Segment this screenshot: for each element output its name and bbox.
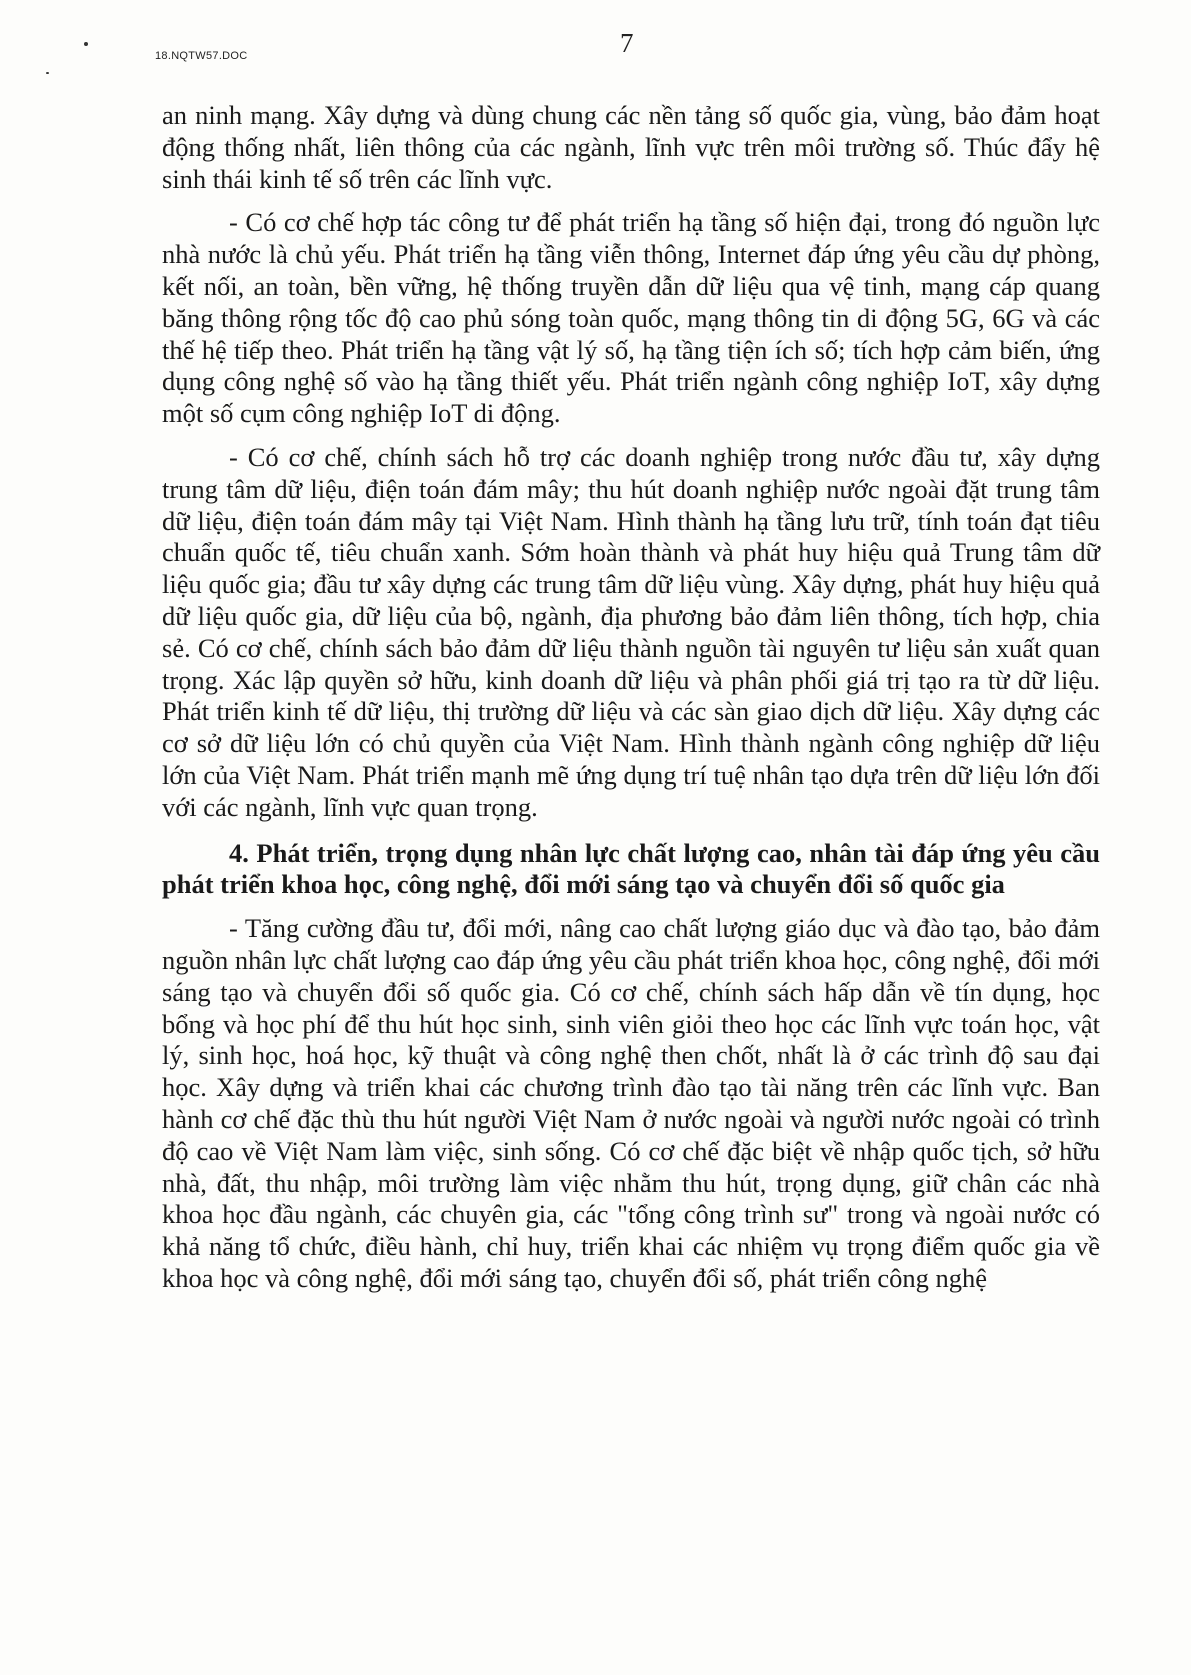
document-body	[162, 100, 1100, 1307]
section-heading: 4. Phát triển, trọng dụng nhân lực chất lượng cao, nhân tài đáp ứng yêu cầu phát triển khoa học, công nghệ, đổi mới sáng tạo và chuyển đổi số quốc gia	[162, 837, 1100, 900]
scan-speck	[46, 72, 49, 74]
scan-speck	[84, 42, 88, 46]
paragraph-data-centers: - Có cơ chế, chính sách hỗ trợ các doanh nghiệp trong nước đầu tư, xây dựng trung tâm dữ liệu, điện toán đám mây; thu hút doanh nghiệp nước ngoài đặt trung tâm dữ liệu, điện toán đám mây tại Việt Nam. Hình thành hạ tầng lưu trữ, tính toán đạt tiêu chuẩn quốc tế, tiêu chuẩn xanh. Sớm hoàn thành và phát huy hiệu quả Trung tâm dữ liệu quốc gia; đầu tư xây dựng các trung tâm dữ liệu vùng. Xây dựng, phát huy hiệu quả dữ liệu quốc gia, dữ liệu của bộ, ngành, địa phương bảo đảm liên thông, tích hợp, chia sẻ. Có cơ chế, chính sách bảo đảm dữ liệu thành nguồn tài nguyên tư liệu sản xuất quan trọng. Xác lập quyền sở hữu, kinh doanh dữ liệu và phân phối giá trị tạo ra từ dữ liệu. Phát triển kinh tế dữ liệu, thị trường dữ liệu và các sàn giao dịch dữ liệu. Xây dựng các cơ sở dữ liệu lớn có chủ quyền của Việt Nam. Hình thành ngành công nghiệp dữ liệu lớn của Việt Nam. Phát triển mạnh mẽ ứng dụng trí tuệ nhân tạo dựa trên dữ liệu lớn đối với các ngành, lĩnh vực quan trọng.	[162, 441, 1100, 822]
file-label: 18.NQTW57.DOC	[155, 50, 248, 62]
page-number: 7	[620, 28, 634, 58]
paragraph-continuation: an ninh mạng. Xây dựng và dùng chung các nền tảng số quốc gia, vùng, bảo đảm hoạt động thống nhất, liên thông của các ngành, lĩnh vực trên môi trường số. Thúc đẩy hệ sinh thái kinh tế số trên các lĩnh vực.	[162, 100, 1100, 194]
paragraph-human-resources: - Tăng cường đầu tư, đổi mới, nâng cao chất lượng giáo dục và đào tạo, bảo đảm nguồn nhân lực chất lượng cao đáp ứng yêu cầu phát triển khoa học, công nghệ, đổi mới sáng tạo và chuyển đổi số quốc gia. Có cơ chế, chính sách hấp dẫn về tín dụng, học bổng và học phí để thu hút học sinh, sinh viên giỏi theo học các lĩnh vực toán học, vật lý, sinh học, hoá học, kỹ thuật và công nghệ then chốt, nhất là ở các trình độ sau đại học. Xây dựng và triển khai các chương trình đào tạo tài năng trên các lĩnh vực. Ban hành cơ chế đặc thù thu hút người Việt Nam ở nước ngoài và người nước ngoài có trình độ cao về Việt Nam làm việc, sinh sống. Có cơ chế đặc biệt về nhập quốc tịch, sở hữu nhà, đất, thu nhập, môi trường làm việc nhằm thu hút, trọng dụng, giữ chân các nhà khoa học đầu ngành, các chuyên gia, các "tổng công trình sư" trong và ngoài nước có khả năng tổ chức, điều hành, chỉ huy, triển khai các nhiệm vụ trọng điểm quốc gia về khoa học và công nghệ, đổi mới sáng tạo, chuyển đổi số, phát triển công nghệ	[162, 913, 1100, 1293]
paragraph-digital-infrastructure: - Có cơ chế hợp tác công tư để phát triển hạ tầng số hiện đại, trong đó nguồn lực nhà nước là chủ yếu. Phát triển hạ tầng viễn thông, Internet đáp ứng yêu cầu dự phòng, kết nối, an toàn, bền vững, hệ thống truyền dẫn dữ liệu qua vệ tinh, mạng cáp quang băng thông rộng tốc độ cao phủ sóng toàn quốc, mạng thông tin di động 5G, 6G và các thế hệ tiếp theo. Phát triển hạ tầng vật lý số, hạ tầng tiện ích số; tích hợp cảm biến, ứng dụng công nghệ số vào hạ tầng thiết yếu. Phát triển ngành công nghiệp IoT, xây dựng một số cụm công nghiệp IoT di động.	[162, 207, 1100, 429]
